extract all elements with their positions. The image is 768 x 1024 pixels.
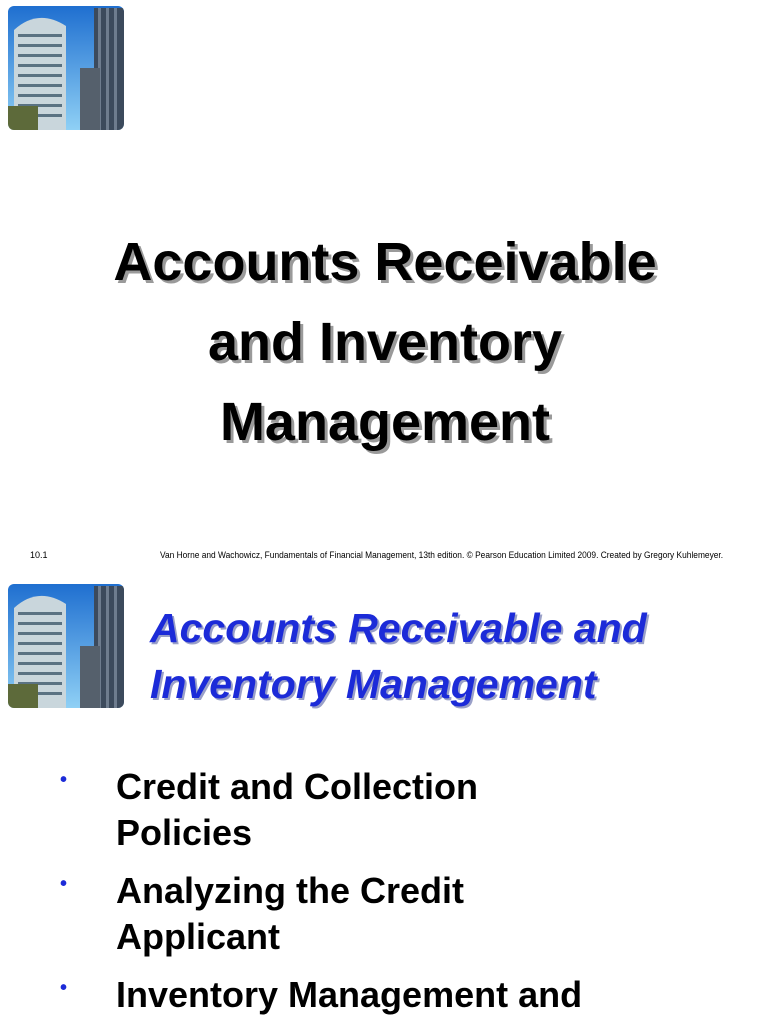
bullet-text-line-2: Policies — [116, 812, 253, 853]
bullet-text-line-1: Credit and Collection — [116, 766, 479, 807]
title-line-3: Management — [219, 392, 551, 452]
bullet-item — [60, 868, 740, 960]
title-line-1: Accounts Receivable — [113, 232, 657, 292]
title-line-2: Inventory Management — [150, 661, 597, 707]
bullet-text-line-1: Inventory Management and — [116, 974, 583, 1015]
slide-number: 10.1 — [30, 550, 48, 560]
slide-2 — [0, 572, 768, 1024]
copyright-credit: Van Horne and Wachowicz, Fundamentals of Financial Management, 13th edition. © Pearson Education Limited 2009. Created by Gregory Kuhlemeyer. — [160, 550, 724, 560]
slide-title — [150, 600, 750, 712]
title-line-1: Accounts Receivable and — [150, 605, 647, 651]
skyscraper-logo-image — [8, 584, 124, 708]
bullet-text-line-1: Analyzing the Credit — [116, 870, 465, 911]
bullet-icon: • — [60, 769, 68, 791]
title-line-2: and Inventory — [207, 312, 563, 372]
slide-footer — [0, 550, 768, 564]
bullet-icon: • — [60, 977, 68, 999]
slide-title — [20, 222, 750, 462]
bullet-list — [60, 764, 740, 1024]
bullet-text-line-2: Applicant — [116, 916, 281, 957]
bullet-item — [60, 764, 740, 856]
bullet-item — [60, 972, 740, 1018]
skyscraper-logo-image — [8, 6, 124, 130]
bullet-icon: • — [60, 873, 68, 895]
